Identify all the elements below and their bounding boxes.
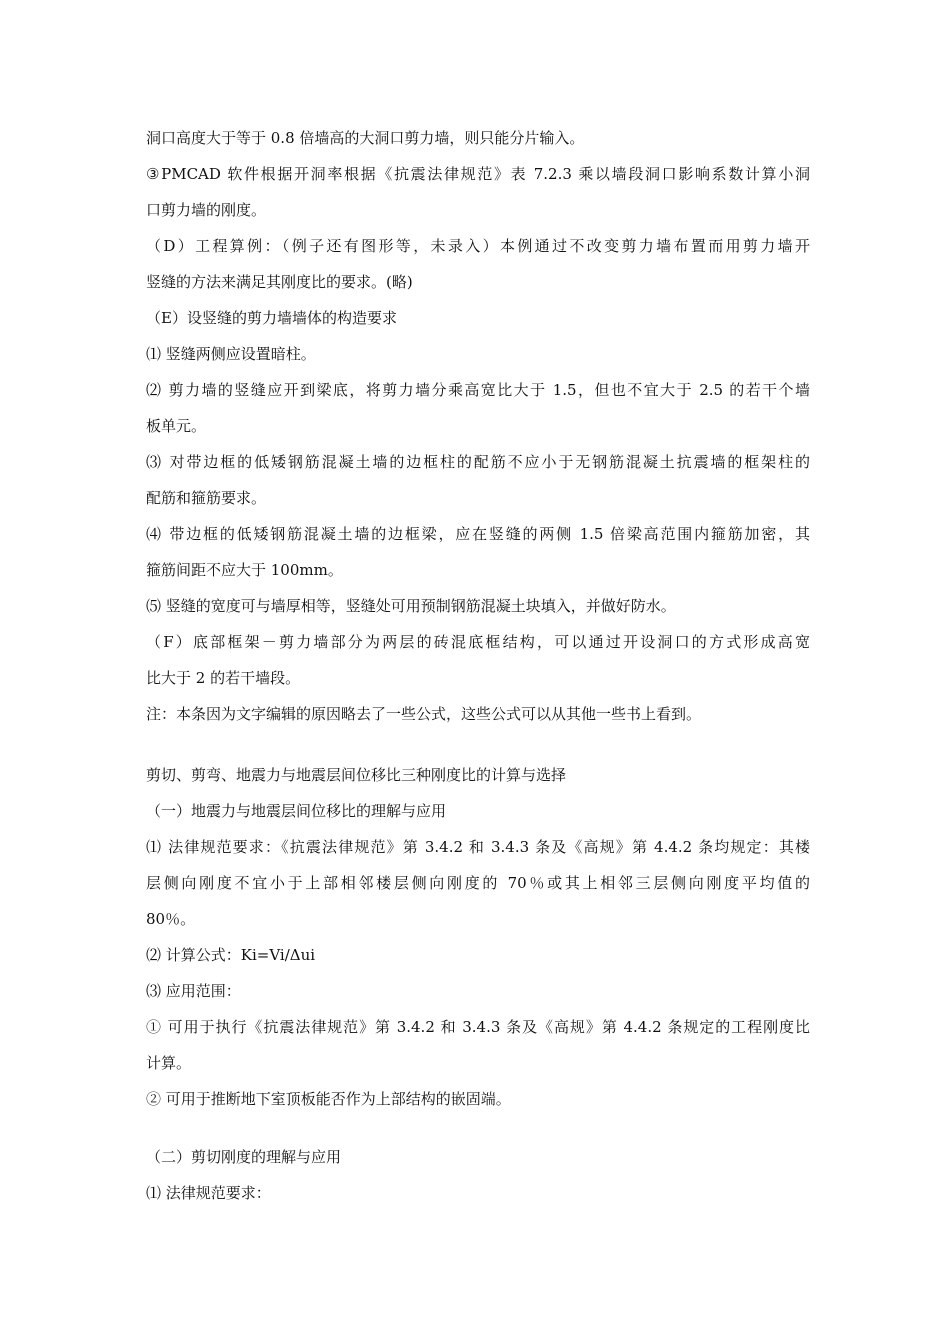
text-line: 比大于 2 的若干墙段。 bbox=[146, 669, 301, 687]
text-line: ⑴ 法律规范要求：《抗震法律规范》第 3.4.2 和 3.4.3 条及《高规》第 4.4.2 条均规定：其楼 bbox=[146, 838, 810, 856]
text-line: 口剪力墙的刚度。 bbox=[146, 201, 267, 219]
text-line: 80％。 bbox=[146, 910, 196, 928]
text-line: 板单元。 bbox=[146, 417, 207, 435]
text-line: ⑴ 竖缝两侧应设置暗柱。 bbox=[146, 345, 316, 363]
text-line: 层侧向刚度不宜小于上部相邻楼层侧向刚度的 70％或其上相邻三层侧向刚度平均值的 bbox=[146, 874, 810, 892]
text-line: ⑶ 对带边框的低矮钢筋混凝土墙的边框柱的配筋不应小于无钢筋混凝土抗震墙的框架柱的 bbox=[146, 453, 810, 471]
text-line: （F）底部框架－剪力墙部分为两层的砖混底框结构，可以通过开设洞口的方式形成高宽 bbox=[146, 633, 810, 651]
paragraph-gap bbox=[146, 1117, 810, 1139]
document-body bbox=[146, 120, 810, 1211]
text-line: 竖缝的方法来满足其刚度比的要求。(略) bbox=[146, 273, 413, 291]
text-line: 剪切、剪弯、地震力与地震层间位移比三种刚度比的计算与选择 bbox=[146, 766, 567, 784]
text-line: ② 可用于推断地下室顶板能否作为上部结构的嵌固端。 bbox=[146, 1090, 511, 1108]
text-line: ⑵ 计算公式：Ki=Vi/Δui bbox=[146, 946, 316, 964]
text-line: （D）工程算例：（例子还有图形等，未录入）本例通过不改变剪力墙布置而用剪力墙开 bbox=[146, 237, 810, 255]
text-line: 计算。 bbox=[146, 1054, 192, 1072]
text-line: ⑸ 竖缝的宽度可与墙厚相等，竖缝处可用预制钢筋混凝土块填入，并做好防水。 bbox=[146, 597, 676, 615]
text-line: 洞口高度大于等于 0.8 倍墙高的大洞口剪力墙，则只能分片输入。 bbox=[146, 129, 585, 147]
text-line: ⑷ 带边框的低矮钢筋混凝土墙的边框梁，应在竖缝的两侧 1.5 倍梁高范围内箍筋加密，其 bbox=[146, 525, 810, 543]
text-line: （二）剪切刚度的理解与应用 bbox=[146, 1148, 342, 1166]
text-line: 配筋和箍筋要求。 bbox=[146, 489, 267, 507]
text-line: 箍筋间距不应大于 100mm。 bbox=[146, 561, 343, 579]
text-line: ⑶ 应用范围： bbox=[146, 982, 241, 1000]
text-line: ③PMCAD 软件根据开洞率根据《抗震法律规范》表 7.2.3 乘以墙段洞口影响系数计算小洞 bbox=[146, 165, 810, 183]
paragraph-gap bbox=[146, 732, 810, 757]
text-line: ⑴ 法律规范要求： bbox=[146, 1184, 271, 1202]
text-line: （E）设竖缝的剪力墙墙体的构造要求 bbox=[146, 309, 397, 327]
text-line: ① 可用于执行《抗震法律规范》第 3.4.2 和 3.4.3 条及《高规》第 4.4.2 条规定的工程刚度比 bbox=[146, 1018, 810, 1036]
text-line: （一）地震力与地震层间位移比的理解与应用 bbox=[146, 802, 447, 820]
text-line: ⑵ 剪力墙的竖缝应开到梁底，将剪力墙分乘高宽比大于 1.5，但也不宜大于 2.5 的若干个墙 bbox=[146, 381, 810, 399]
text-line: 注：本条因为文字编辑的原因略去了一些公式，这些公式可以从其他一些书上看到。 bbox=[146, 705, 702, 723]
